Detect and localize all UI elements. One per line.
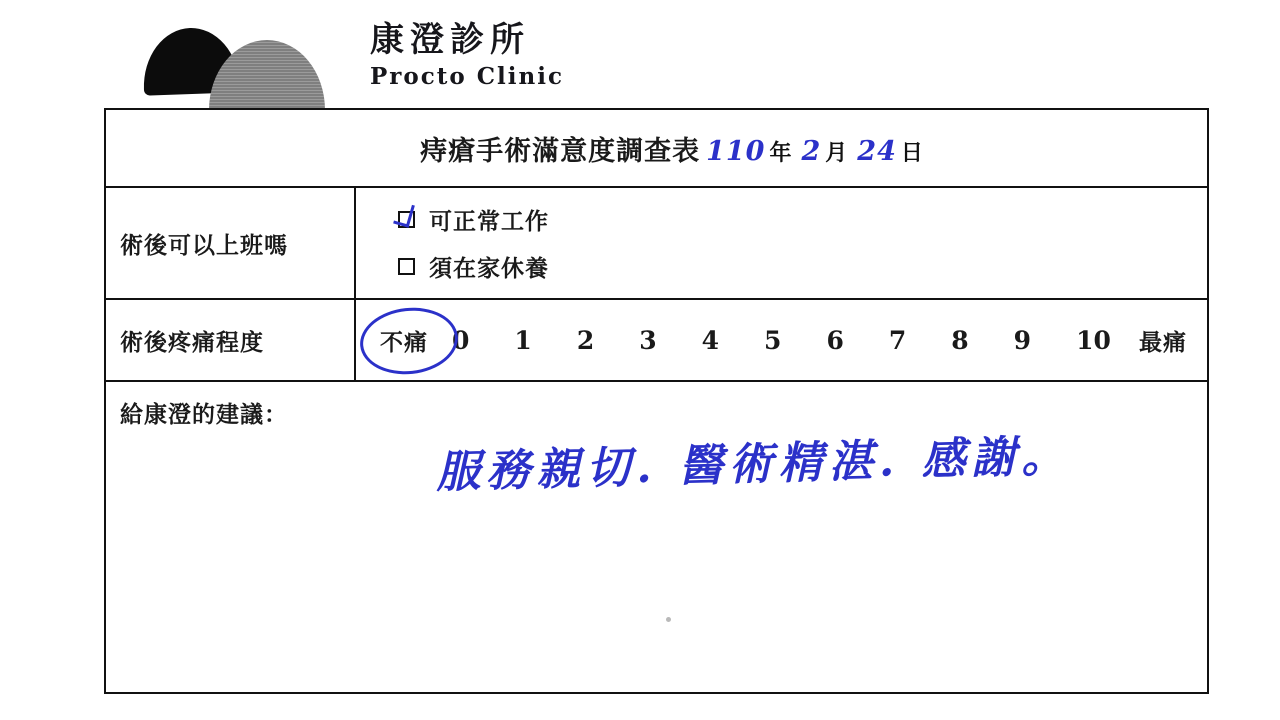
clinic-name-cn: 康澄診所 xyxy=(370,20,530,60)
question-body-pain xyxy=(356,300,1207,380)
date-day-value: 24 xyxy=(857,135,897,167)
question-row-work xyxy=(106,188,1207,300)
checkbox-empty-icon[interactable] xyxy=(398,258,415,275)
option-label-normal-work: 可正常工作 xyxy=(429,209,549,235)
question-body-advice[interactable] xyxy=(106,382,1207,692)
option-label-rest-at-home: 須在家休養 xyxy=(429,256,549,282)
clinic-name-en: Procto Clinic xyxy=(370,63,564,91)
clinic-header xyxy=(0,0,1280,100)
option-rest-at-home[interactable] xyxy=(398,250,549,283)
question-row-advice xyxy=(106,382,1207,692)
pain-value-2[interactable]: 2 xyxy=(576,325,595,355)
date-day-unit: 日 xyxy=(900,140,923,166)
form-date xyxy=(706,136,933,167)
clinic-name-block xyxy=(370,22,790,90)
pain-value-9[interactable]: 9 xyxy=(1013,325,1032,355)
pain-value-6[interactable]: 6 xyxy=(826,325,844,355)
question-row-pain xyxy=(106,300,1207,382)
page-title: 痔瘡手術滿意度調查表 xyxy=(420,135,701,167)
question-label-advice: 給康澄的建議： xyxy=(120,402,288,428)
date-year-value: 110 xyxy=(706,135,766,167)
question-body-work xyxy=(356,188,1207,298)
pain-value-0[interactable]: 0 xyxy=(452,325,470,355)
date-month-unit: 月 xyxy=(825,140,848,166)
pain-scale-left-label: 不痛 xyxy=(380,329,428,356)
question-label-work: 術後可以上班嗎 xyxy=(106,188,356,298)
pain-value-5[interactable]: 5 xyxy=(764,325,782,355)
form-title-row xyxy=(106,110,1207,188)
survey-form xyxy=(104,108,1209,694)
pain-value-1[interactable]: 1 xyxy=(514,325,532,355)
checkbox-checked-icon[interactable] xyxy=(398,211,415,228)
clinic-logo-icon xyxy=(143,24,343,96)
advice-handwriting: 服務親切. 醫術精湛. 感謝。 xyxy=(435,430,1072,499)
date-month-value: 2 xyxy=(801,135,822,167)
pain-value-3[interactable]: 3 xyxy=(639,325,657,355)
pain-value-4[interactable]: 4 xyxy=(701,325,720,355)
pain-scale-left-end[interactable] xyxy=(380,324,428,357)
pain-value-7[interactable]: 7 xyxy=(888,325,907,355)
pain-scale-right-end[interactable]: 最痛 xyxy=(1139,329,1187,356)
pain-value-8[interactable]: 8 xyxy=(951,325,969,355)
paper-speck xyxy=(666,617,671,622)
option-normal-work[interactable] xyxy=(398,203,549,236)
pain-scale-numbers xyxy=(446,326,1117,355)
question-label-pain: 術後疼痛程度 xyxy=(106,300,356,380)
pain-value-10[interactable]: 10 xyxy=(1076,325,1111,355)
date-year-unit: 年 xyxy=(769,140,792,166)
